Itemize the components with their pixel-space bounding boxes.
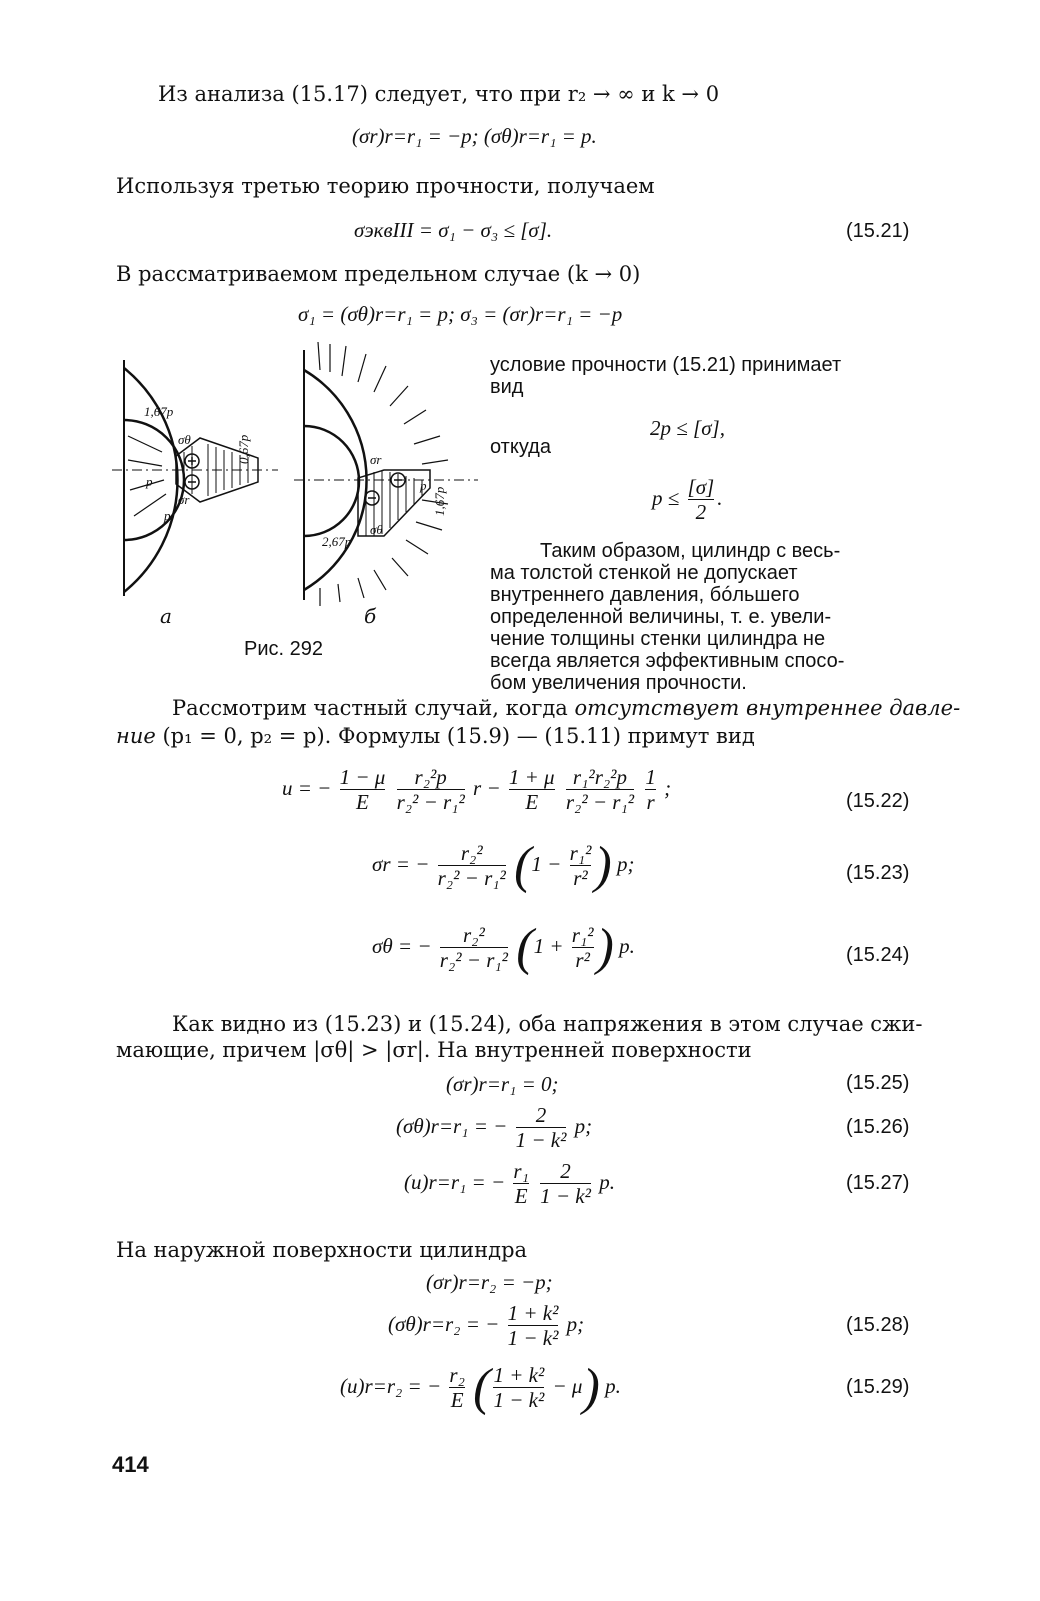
equation-15-28: (σθ)r=r₂ = − $\frac{\text{1 + k²}}{\text{1 − k²}}$ p; — [388, 1301, 585, 1351]
side-paragraph: Таким образом, цилиндр с весь- — [540, 540, 841, 562]
side-paragraph: ма толстой стенкой не допускает — [490, 562, 798, 584]
text-line: В рассматриваемом предельном случае (k → 0) — [116, 262, 641, 286]
text-line: Как видно из (15.23) и (15.24), оба напряжения в этом случае сжи- — [172, 1012, 923, 1036]
page-number: 414 — [112, 1452, 149, 1477]
equation-15-24: σθ = − $\frac{\text{r₂²}}{\text{r₂² − r₁²}}$ (1 + $\frac{\text{r₁²}}{\text{r²}}$ ) p. — [372, 919, 635, 976]
equation-number: (15.29) — [846, 1376, 910, 1398]
text-line: мающие, причем |σθ| > |σr|. На внутренней поверхности — [116, 1038, 752, 1062]
side-line: откуда — [490, 436, 551, 458]
text-line: На наружной поверхности цилиндра — [116, 1238, 528, 1262]
side-paragraph: всегда является эффективным спосо- — [490, 650, 845, 672]
side-equation: 2p ≤ [σ], — [650, 416, 725, 440]
equation-15-21: σэквIII = σ₁ − σ₃ ≤ [σ]. — [354, 218, 553, 242]
equation-number: (15.21) — [846, 220, 910, 242]
figure-label-b: б — [364, 604, 377, 628]
fig-label: p — [420, 478, 427, 493]
equation-15-25: (σr)r=r₁ = 0; — [446, 1072, 559, 1096]
fig-label: σθ — [178, 432, 191, 447]
fig-label: p — [146, 474, 153, 489]
equation-outer-sigma-r: (σr)r=r₂ = −p; — [426, 1270, 553, 1294]
fig-label: 1,67p — [432, 486, 447, 516]
intro-line: Из анализа (15.17) следует, что при r₂ → ∞ и k → 0 — [158, 82, 720, 106]
fig-label: σr — [370, 452, 382, 467]
equation-15-29: (u)r=r₂ = − $\frac{\text{r₂}}{E}$ ( $\frac{\text{1 + k²}}{\text{1 − k²}}$ − μ) p. — [340, 1359, 621, 1416]
equation-limit: (σr)r=r₁ = −p; (σθ)r=r₁ = p. — [352, 124, 597, 148]
side-line: вид — [490, 376, 524, 398]
side-fraction-eq: p ≤ $\frac{[\sigma]}{2}$ . — [652, 475, 723, 525]
side-paragraph: чение толщины стенки цилиндра не — [490, 628, 826, 650]
figure-caption: Рис. 292 — [244, 638, 323, 660]
equation-15-27: (u)r=r₁ = − $\frac{\text{r₁}}{E}$ $\frac{2}{\text{1 − k²}}$ p. — [404, 1159, 615, 1209]
equation-number: (15.23) — [846, 862, 910, 884]
equation-number: (15.22) — [846, 790, 910, 812]
figure-label-a: а — [160, 604, 172, 628]
fig-label: 0,67p — [236, 434, 251, 464]
text-line: Рассмотрим частный случай, когда отсутствует внутреннее давле- — [172, 696, 961, 720]
fig-label: σr — [178, 492, 190, 507]
fig-label: p — [164, 508, 171, 523]
side-paragraph: определенной величины, т. е. увели- — [490, 606, 832, 628]
equation-sigma: σ₁ = (σθ)r=r₁ = p; σ₃ = (σr)r=r₁ = −p — [298, 302, 623, 326]
equation-number: (15.24) — [846, 944, 910, 966]
equation-number: (15.27) — [846, 1172, 910, 1194]
inner-arc — [304, 426, 359, 536]
equation-15-26: (σθ)r=r₁ = − $\frac{2}{\text{1 − k²}}$ p; — [396, 1103, 593, 1153]
fig-label: 2,67p — [322, 534, 352, 549]
equation-number: (15.25) — [846, 1072, 910, 1094]
fig-label: σθ — [370, 522, 383, 537]
equation-15-22: u = − $\frac{1 - \mu}{E}$ $\frac{\text{r₂²p}}{\text{r₂² − r₁²}}$ r − $\frac{1 + \mu}{E}$ $\frac{\text{r₁²r₂²p}}{\text{r₂² − r₁²}}$ $\frac{1}{r}$ ; — [282, 765, 672, 815]
text-line: Используя третью теорию прочности, получаем — [116, 174, 655, 198]
equation-number: (15.28) — [846, 1314, 910, 1336]
side-paragraph: бом увеличения прочности. — [490, 672, 747, 694]
side-line: условие прочности (15.21) принимает — [490, 354, 842, 376]
text-line: ние (p₁ = 0, p₂ = p). Формулы (15.9) — (15.11) примут вид — [116, 724, 755, 748]
side-paragraph: внутреннего давления, бóльшего — [490, 584, 800, 606]
equation-15-23: σr = − $\frac{\text{r₂²}}{\text{r₂² − r₁²}}$ (1 − $\frac{\text{r₁²}}{\text{r²}}$ ) p; — [372, 837, 635, 894]
fig-label: 1,67p — [144, 404, 174, 419]
equation-number: (15.26) — [846, 1116, 910, 1138]
